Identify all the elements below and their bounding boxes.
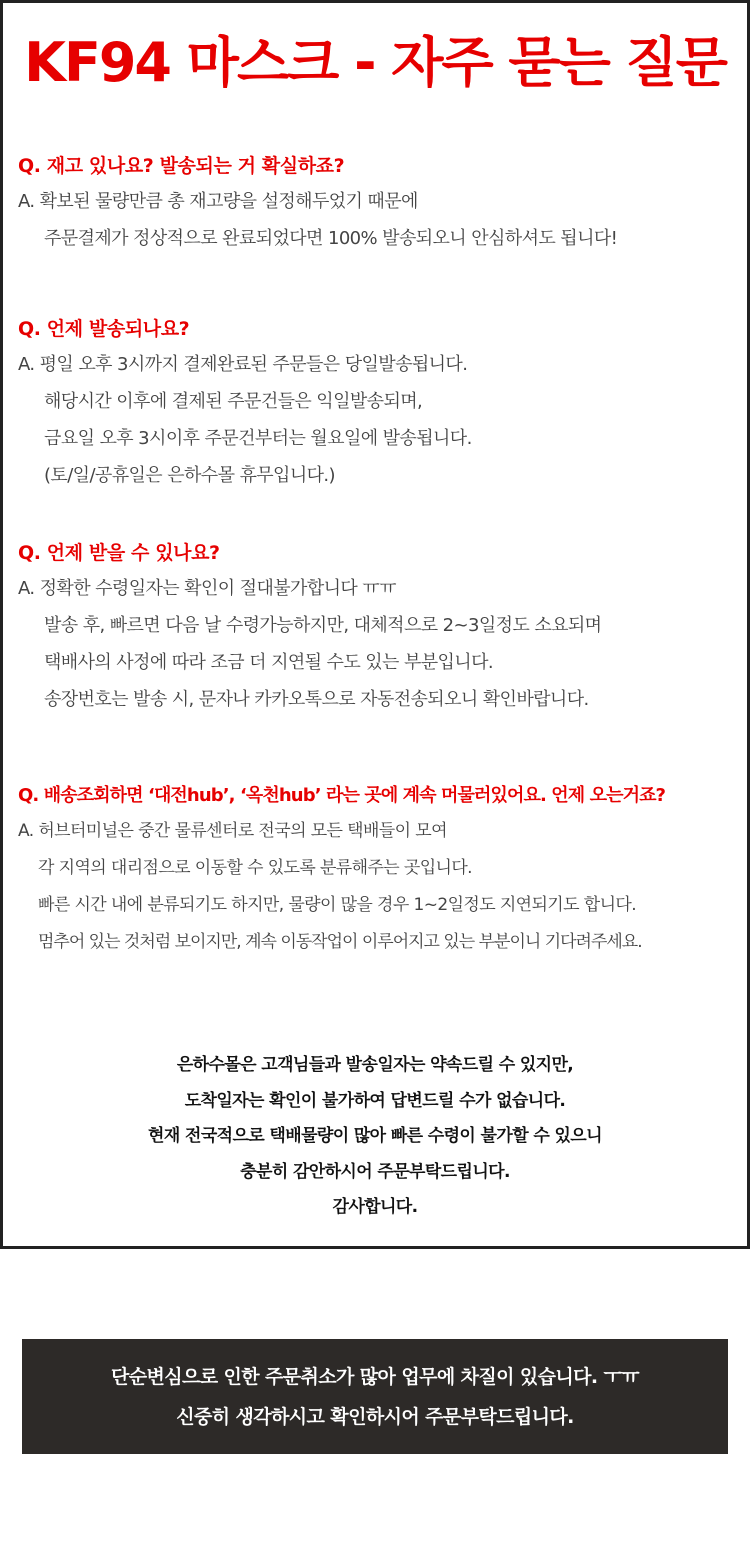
- faq-item: [18, 540, 747, 718]
- faq-question: Q. 언제 받을 수 있나요?: [18, 542, 220, 564]
- faq-item: [18, 153, 747, 257]
- faq-answer-line: 멈추어 있는 것처럼 보이지만, 계속 이동작업이 이루어지고 있는 부분이니 기다려주세요.: [38, 932, 642, 952]
- page-title: KF94 마스크 - 자주 묻는 질문: [24, 31, 726, 94]
- notice-line: 은하수몰은 고객님들과 발송일자는 약속드릴 수 있지만,: [176, 1055, 574, 1075]
- faq-answer-line: 주문결제가 정상적으로 완료되었다면 100% 발송되오니 안심하셔도 됩니다!: [44, 228, 618, 249]
- footer-line: 신중히 생각하시고 확인하시어 주문부탁드립니다.: [176, 1405, 574, 1428]
- faq-answer-line: 빠른 시간 내에 분류되기도 하지만, 물량이 많을 경우 1~2일정도 지연되기도 합니다.: [38, 895, 637, 915]
- faq-answer-line: (토/일/공휴일은 은하수몰 휴무입니다.): [44, 465, 335, 486]
- faq-answer-line: 택배사의 사정에 따라 조금 더 지연될 수도 있는 부분입니다.: [44, 652, 494, 673]
- faq-answer-line: A. 확보된 물량만큼 총 재고량을 설정해두었기 때문에: [18, 191, 418, 212]
- faq-item: [18, 783, 747, 961]
- faq-answer-line: 금요일 오후 3시이후 주문건부터는 월요일에 발송됩니다.: [44, 428, 472, 449]
- footer-banner: [22, 1339, 728, 1454]
- faq-question: Q. 언제 발송되나요?: [18, 318, 190, 340]
- notice-line: 충분히 감안하시어 주문부탁드립니다.: [240, 1161, 510, 1182]
- faq-question: Q. 재고 있나요? 발송되는 거 확실하죠?: [18, 155, 345, 177]
- faq-answer-line: 해당시간 이후에 결제된 주문건들은 익일발송되며,: [44, 391, 423, 412]
- faq-question: Q. 배송조회하면 ‘대전hub’, ‘옥천hub’ 라는 곳에 계속 머물러있어요. 언제 오는거죠?: [18, 785, 666, 806]
- notice-line: 감사합니다.: [332, 1197, 418, 1217]
- footer-line: 단순변심으로 인한 주문취소가 많아 업무에 차질이 있습니다. ㅜㅠ: [110, 1365, 640, 1388]
- faq-item: [18, 316, 747, 494]
- notice-message: [3, 1048, 747, 1226]
- faq-answer-line: 각 지역의 대리점으로 이동할 수 있도록 분류해주는 곳입니다.: [38, 858, 472, 878]
- faq-answer-line: A. 정확한 수령일자는 확인이 절대불가합니다 ㅠㅠ: [18, 578, 396, 599]
- faq-answer-line: 송장번호는 발송 시, 문자나 카카오톡으로 자동전송되오니 확인바랍니다.: [44, 689, 589, 710]
- faq-answer-line: A. 허브터미널은 중간 물류센터로 전국의 모든 택배들이 모여: [18, 821, 447, 841]
- faq-answer-line: 발송 후, 빠르면 다음 날 수령가능하지만, 대체적으로 2~3일정도 소요되며: [44, 615, 602, 636]
- notice-line: 도착일자는 확인이 불가하여 답변드릴 수가 없습니다.: [184, 1090, 566, 1111]
- faq-answer-line: A. 평일 오후 3시까지 결제완료된 주문들은 당일발송됩니다.: [18, 354, 468, 375]
- notice-line: 현재 전국적으로 택배물량이 많아 빠른 수령이 불가할 수 있으니: [148, 1126, 602, 1146]
